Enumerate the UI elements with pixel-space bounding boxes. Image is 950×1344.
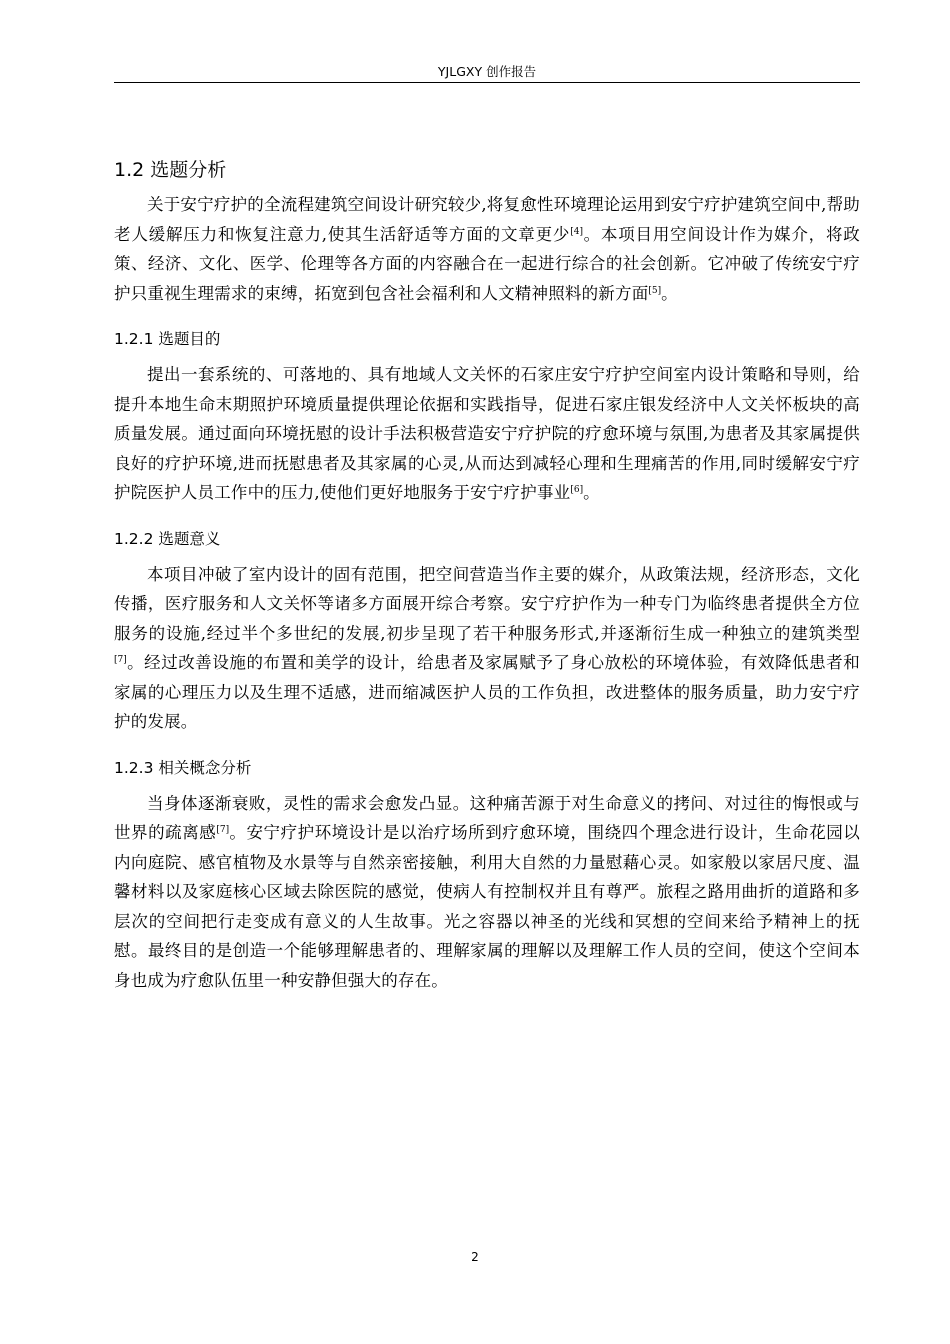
section-title: 1.2 选题分析	[114, 159, 227, 181]
subsection-title-concepts: 1.2.3 相关概念分析	[114, 758, 252, 777]
header-title: YJLGXY 创作报告	[437, 64, 537, 79]
paragraph-text: 。本项目用空间设计作为媒介，将政策、经济、文化、医学、伦理等各方面的内容融合在一起进行综合的社会创新。它冲破了传统安宁疗护只重视生理需求的束缚，拓宽到包含社会福利和人文精神照料的新方面	[114, 224, 860, 303]
paragraph-text: 当身体逐渐衰败，灵性的需求会愈发凸显。这种痛苦源于对生命意义的拷问、对过往的悔恨或与世界的疏离感	[114, 793, 860, 842]
page-number: 2	[471, 1250, 479, 1264]
citation: [4]	[570, 226, 583, 237]
paragraph-text: 。经过改善设施的布置和美学的设计，给患者及家属赋予了身心放松的环境体验，有效降低患者和家属的心理压力以及生理不适感，进而缩减医护人员的工作负担，改进整体的服务质量，助力安宁疗护的发展。	[114, 653, 860, 731]
subsection-paragraph-concepts	[114, 789, 860, 996]
paragraph-text: 提出一套系统的、可落地的、具有地域人文关怀的石家庄安宁疗护空间室内设计策略和导则，给提升本地生命末期照护环境质量提供理论依据和实践指导，促进石家庄银发经济中人文关怀板块的高质量发展。通过面向环境抚慰的设计手法积极营造安宁疗护院的疗愈环境与氛围,为患者及其家属提供良好的疗护环境,进而抚慰患者及其家属的心灵,从而达到减轻心理和生理痛苦的作用,同时缓解安宁疗护院医护人员工作中的压力,使他们更好地服务于安宁疗护事业	[114, 365, 860, 502]
subsection-paragraph-significance	[114, 560, 860, 737]
page-content	[114, 150, 860, 1005]
paragraph-text: 。	[661, 283, 678, 303]
page-header	[114, 64, 860, 83]
paragraph-text: 。安宁疗护环境设计是以治疗场所到疗愈环境，围绕四个理念进行设计，生命花园以内向庭院、感官植物及水景等与自然亲密接触，利用大自然的力量慰藉心灵。如家般以家居尺度、温馨材料以及家庭核心区域去除医院的感觉，使病人有控制权并且有尊严。旅程之路用曲折的道路和多层次的空间把行走变成有意义的人生故事。光之容器以神圣的光线和冥想的空间来给予精神上的抚慰。最终目的是创造一个能够理解患者的、理解家属的理解以及理解工作人员的空间，使这个空间本身也成为疗愈队伍里一种安静但强大的存在。	[114, 823, 861, 990]
subsection-paragraph-purpose	[114, 360, 860, 508]
citation: [5]	[648, 285, 662, 296]
paragraph-text: 本项目冲破了室内设计的固有范围，把空间营造当作主要的媒介，从政策法规，经济形态，文化传播，医疗服务和人文关怀等诸多方面展开综合考察。安宁疗护作为一种专门为临终患者提供全方位服务的设施,经过半个多世纪的发展,初步呈现了若干种服务形式,并逐渐衍生成一种独立的建筑类型	[114, 564, 860, 643]
paragraph-text: 关于安宁疗护的全流程建筑空间设计研究较少,将复愈性环境理论运用到安宁疗护建筑空间中,帮助老人缓解压力和恢复注意力,使其生活舒适等方面的文章更少	[114, 195, 860, 244]
section-paragraph	[114, 190, 860, 308]
citation: [7]	[114, 655, 127, 665]
citation: [7]	[216, 825, 230, 835]
subsection-title-purpose: 1.2.1 选题目的	[114, 330, 221, 348]
paragraph-text: 。	[583, 483, 600, 502]
citation: [6]	[570, 485, 584, 495]
subsection-title-significance: 1.2.2 选题意义	[114, 529, 221, 548]
